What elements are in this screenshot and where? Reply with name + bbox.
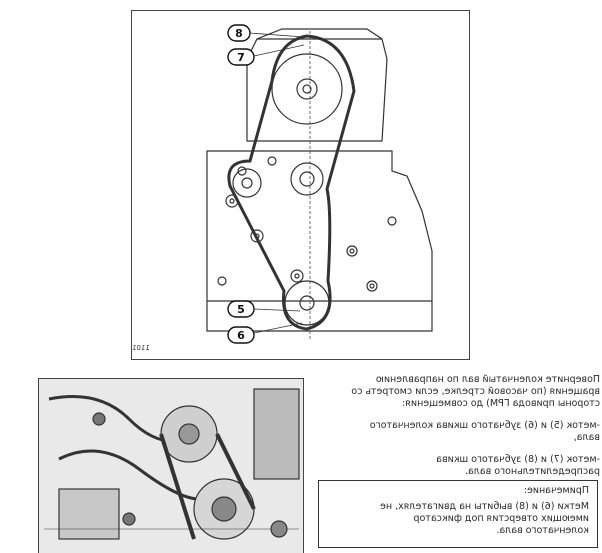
callout-5 <box>228 301 254 317</box>
instruction-intro-text: Поверните коленчатый вал по направлению вращения (по часовой стрелке, если смотреть со стороны привода ГРМ) до совмещения: <box>351 374 600 409</box>
tensioner-roller <box>291 163 323 195</box>
timing-belt-drawing <box>132 11 470 360</box>
timing-belt-diagram <box>131 10 470 360</box>
instruction-mark-camshaft-text: -меток (7) и (8) зубчатого шкива распределительного вала. <box>436 454 600 477</box>
svg-text:8: 8 <box>235 27 243 40</box>
engine-photo <box>38 378 304 553</box>
callout-7 <box>228 49 254 65</box>
callout-6 <box>228 327 254 343</box>
note-body: Метки (6) и (8) выбиты на двигателях, не имеющих отверстия под фиксатор коленчатого вала. <box>380 501 589 536</box>
engine-photo-drawing <box>39 379 304 553</box>
note-box <box>318 480 598 548</box>
svg-text:7: 7 <box>237 51 245 64</box>
note-title: Примечание: <box>523 485 589 496</box>
instruction-mark-crankshaft-text: -меток (5) и (6) зубчатого шкива коленчатого вала, <box>369 420 600 443</box>
camshaft-pulley <box>272 54 342 124</box>
svg-text:6: 6 <box>237 329 245 342</box>
water-pump-pulley <box>233 169 261 197</box>
callout-8 <box>228 25 250 41</box>
svg-text:5: 5 <box>237 303 245 316</box>
figure-code: 1101 <box>132 344 150 352</box>
head-cover <box>247 29 387 141</box>
